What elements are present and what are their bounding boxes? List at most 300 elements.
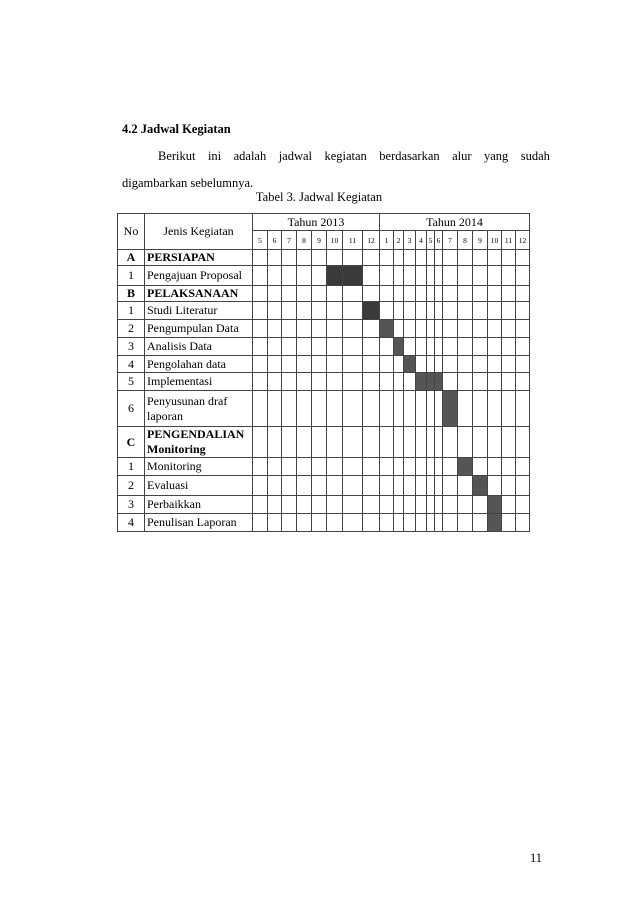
schedule-cell <box>502 514 516 532</box>
schedule-cell <box>394 427 404 458</box>
month-header: 11 <box>343 231 363 250</box>
table-row <box>118 476 530 496</box>
schedule-cell <box>297 302 312 320</box>
schedule-cell <box>343 338 363 356</box>
paragraph-word: adalah <box>233 149 267 163</box>
schedule-cell <box>473 458 488 476</box>
schedule-cell <box>297 391 312 427</box>
schedule-bar <box>416 373 427 391</box>
activity-label: Perbaikkan <box>145 496 253 514</box>
schedule-cell <box>435 476 443 496</box>
schedule-cell <box>297 458 312 476</box>
schedule-cell <box>268 338 282 356</box>
schedule-cell <box>427 476 435 496</box>
schedule-cell <box>458 391 473 427</box>
table-row <box>118 391 530 427</box>
schedule-cell <box>404 496 416 514</box>
schedule-cell <box>473 302 488 320</box>
schedule-cell <box>458 266 473 286</box>
schedule-cell <box>253 514 268 532</box>
schedule-cell <box>443 458 458 476</box>
schedule-cell <box>312 356 327 373</box>
schedule-cell <box>253 356 268 373</box>
schedule-cell <box>404 514 416 532</box>
schedule-cell <box>363 338 380 356</box>
schedule-cell <box>343 250 363 266</box>
schedule-cell <box>416 266 427 286</box>
column-header-no: No <box>118 214 145 250</box>
schedule-cell <box>253 496 268 514</box>
schedule-cell <box>502 373 516 391</box>
schedule-cell <box>488 302 502 320</box>
schedule-cell <box>312 338 327 356</box>
activity-label: Analisis Data <box>145 338 253 356</box>
schedule-cell <box>488 458 502 476</box>
schedule-cell <box>282 458 297 476</box>
schedule-cell <box>435 266 443 286</box>
schedule-cell <box>502 302 516 320</box>
schedule-cell <box>312 373 327 391</box>
schedule-cell <box>404 458 416 476</box>
schedule-cell <box>416 391 427 427</box>
schedule-cell <box>282 514 297 532</box>
schedule-cell <box>343 458 363 476</box>
schedule-cell <box>516 356 530 373</box>
schedule-cell <box>488 286 502 302</box>
schedule-cell <box>268 356 282 373</box>
schedule-cell <box>312 266 327 286</box>
schedule-cell <box>363 427 380 458</box>
schedule-cell <box>416 302 427 320</box>
schedule-cell <box>363 496 380 514</box>
schedule-cell <box>343 514 363 532</box>
schedule-cell <box>268 514 282 532</box>
schedule-cell <box>427 286 435 302</box>
schedule-cell <box>327 302 343 320</box>
row-number: 4 <box>118 514 145 532</box>
row-number: 2 <box>118 320 145 338</box>
schedule-cell <box>488 320 502 338</box>
schedule-cell <box>404 338 416 356</box>
schedule-cell <box>380 476 394 496</box>
schedule-cell <box>404 320 416 338</box>
schedule-cell <box>443 338 458 356</box>
activity-label: Penulisan Laporan <box>145 514 253 532</box>
table-row <box>118 356 530 373</box>
schedule-cell <box>363 320 380 338</box>
schedule-cell <box>427 320 435 338</box>
schedule-cell <box>253 373 268 391</box>
schedule-cell <box>253 250 268 266</box>
schedule-cell <box>416 338 427 356</box>
schedule-cell <box>516 320 530 338</box>
schedule-cell <box>253 302 268 320</box>
schedule-cell <box>380 427 394 458</box>
schedule-cell <box>253 458 268 476</box>
year-header: Tahun 2014 <box>380 214 530 231</box>
row-number: A <box>118 250 145 266</box>
schedule-cell <box>458 320 473 338</box>
schedule-cell <box>268 266 282 286</box>
activity-label: PENGENDALIAN Monitoring <box>145 427 253 458</box>
schedule-cell <box>427 302 435 320</box>
month-header: 10 <box>327 231 343 250</box>
schedule-bar <box>443 391 458 427</box>
activity-label: PELAKSANAAN <box>145 286 253 302</box>
schedule-cell <box>404 427 416 458</box>
schedule-bar <box>404 356 416 373</box>
activity-label: PERSIAPAN <box>145 250 253 266</box>
schedule-cell <box>327 514 343 532</box>
schedule-cell <box>488 373 502 391</box>
activity-label: Studi Literatur <box>145 302 253 320</box>
schedule-cell <box>343 373 363 391</box>
schedule-cell <box>312 250 327 266</box>
schedule-cell <box>516 514 530 532</box>
schedule-cell <box>473 391 488 427</box>
month-header: 3 <box>404 231 416 250</box>
schedule-cell <box>502 320 516 338</box>
schedule-cell <box>443 373 458 391</box>
schedule-cell <box>443 514 458 532</box>
schedule-cell <box>516 391 530 427</box>
schedule-cell <box>268 250 282 266</box>
schedule-cell <box>427 427 435 458</box>
schedule-cell <box>458 373 473 391</box>
schedule-cell <box>312 320 327 338</box>
schedule-cell <box>427 338 435 356</box>
paragraph-word: kegiatan <box>324 149 367 163</box>
schedule-cell <box>343 302 363 320</box>
schedule-cell <box>282 250 297 266</box>
schedule-cell <box>435 356 443 373</box>
schedule-bar <box>363 302 380 320</box>
row-number: 3 <box>118 496 145 514</box>
schedule-cell <box>473 266 488 286</box>
schedule-cell <box>443 286 458 302</box>
schedule-cell <box>502 476 516 496</box>
schedule-cell <box>435 514 443 532</box>
schedule-cell <box>327 458 343 476</box>
schedule-cell <box>297 266 312 286</box>
row-number: 2 <box>118 476 145 496</box>
schedule-cell <box>473 286 488 302</box>
schedule-cell <box>268 320 282 338</box>
schedule-cell <box>282 496 297 514</box>
schedule-cell <box>327 496 343 514</box>
schedule-cell <box>363 391 380 427</box>
schedule-cell <box>282 373 297 391</box>
schedule-cell <box>343 320 363 338</box>
table-row <box>118 286 530 302</box>
schedule-cell <box>435 320 443 338</box>
schedule-cell <box>268 427 282 458</box>
schedule-cell <box>282 320 297 338</box>
table-row <box>118 458 530 476</box>
schedule-cell <box>327 250 343 266</box>
schedule-cell <box>327 373 343 391</box>
schedule-cell <box>458 356 473 373</box>
schedule-bar <box>488 496 502 514</box>
schedule-cell <box>380 496 394 514</box>
schedule-cell <box>443 250 458 266</box>
paragraph-word: alur <box>452 149 472 163</box>
schedule-cell <box>394 302 404 320</box>
schedule-cell <box>416 356 427 373</box>
schedule-cell <box>282 302 297 320</box>
intro-paragraph <box>122 143 550 197</box>
schedule-cell <box>268 302 282 320</box>
schedule-cell <box>516 496 530 514</box>
month-header: 9 <box>473 231 488 250</box>
activity-label: Pengumpulan Data <box>145 320 253 338</box>
paragraph-line-1 <box>122 143 550 170</box>
schedule-cell <box>253 286 268 302</box>
schedule-cell <box>473 514 488 532</box>
schedule-cell <box>502 338 516 356</box>
schedule-cell <box>404 476 416 496</box>
schedule-cell <box>312 496 327 514</box>
schedule-cell <box>268 496 282 514</box>
table-row <box>118 266 530 286</box>
paragraph-word: Berikut <box>158 149 196 163</box>
paragraph-word: jadwal <box>278 149 313 163</box>
schedule-cell <box>297 427 312 458</box>
schedule-cell <box>443 320 458 338</box>
schedule-cell <box>458 514 473 532</box>
schedule-cell <box>253 476 268 496</box>
schedule-cell <box>473 250 488 266</box>
schedule-cell <box>282 266 297 286</box>
row-number: 1 <box>118 458 145 476</box>
schedule-cell <box>502 391 516 427</box>
schedule-cell <box>435 250 443 266</box>
schedule-cell <box>458 250 473 266</box>
schedule-cell <box>327 320 343 338</box>
month-header: 5 <box>253 231 268 250</box>
schedule-cell <box>404 250 416 266</box>
schedule-cell <box>327 476 343 496</box>
schedule-cell <box>516 458 530 476</box>
schedule-cell <box>327 427 343 458</box>
schedule-cell <box>394 356 404 373</box>
schedule-cell <box>297 356 312 373</box>
activity-label: Monitoring <box>145 458 253 476</box>
schedule-cell <box>435 391 443 427</box>
table-row <box>118 302 530 320</box>
schedule-cell <box>427 356 435 373</box>
schedule-cell <box>458 302 473 320</box>
activity-label: Pengajuan Proposal <box>145 266 253 286</box>
schedule-cell <box>435 286 443 302</box>
schedule-cell <box>416 250 427 266</box>
schedule-cell <box>443 476 458 496</box>
schedule-cell <box>488 338 502 356</box>
paragraph-word: ini <box>207 149 222 163</box>
schedule-bar <box>327 266 343 286</box>
schedule-cell <box>427 514 435 532</box>
paragraph-word: sudah <box>520 149 550 163</box>
schedule-cell <box>458 286 473 302</box>
year-header: Tahun 2013 <box>253 214 380 231</box>
schedule-cell <box>394 266 404 286</box>
schedule-bar <box>488 514 502 532</box>
schedule-bar <box>394 338 404 356</box>
schedule-cell <box>380 250 394 266</box>
schedule-cell <box>416 514 427 532</box>
schedule-cell <box>297 338 312 356</box>
schedule-cell <box>268 391 282 427</box>
month-header: 11 <box>502 231 516 250</box>
schedule-cell <box>473 427 488 458</box>
month-header: 7 <box>282 231 297 250</box>
table-row <box>118 250 530 266</box>
schedule-cell <box>516 373 530 391</box>
activity-label: Implementasi <box>145 373 253 391</box>
schedule-cell <box>488 391 502 427</box>
month-header: 8 <box>458 231 473 250</box>
table-row <box>118 496 530 514</box>
schedule-cell <box>268 373 282 391</box>
row-number: 1 <box>118 266 145 286</box>
schedule-cell <box>380 338 394 356</box>
schedule-cell <box>394 458 404 476</box>
schedule-bar <box>458 458 473 476</box>
schedule-cell <box>282 338 297 356</box>
schedule-cell <box>427 250 435 266</box>
schedule-cell <box>473 356 488 373</box>
schedule-cell <box>343 476 363 496</box>
schedule-bar <box>343 266 363 286</box>
schedule-cell <box>363 476 380 496</box>
schedule-cell <box>394 286 404 302</box>
schedule-cell <box>312 302 327 320</box>
schedule-bar <box>435 373 443 391</box>
schedule-cell <box>268 286 282 302</box>
schedule-cell <box>488 356 502 373</box>
schedule-cell <box>297 514 312 532</box>
schedule-cell <box>253 266 268 286</box>
schedule-cell <box>327 391 343 427</box>
schedule-cell <box>380 302 394 320</box>
schedule-cell <box>380 286 394 302</box>
schedule-cell <box>516 286 530 302</box>
month-header: 12 <box>363 231 380 250</box>
schedule-cell <box>473 373 488 391</box>
row-number: 6 <box>118 391 145 427</box>
schedule-cell <box>435 427 443 458</box>
column-header-jenis-kegiatan: Jenis Kegiatan <box>145 214 253 250</box>
schedule-cell <box>416 286 427 302</box>
row-number: 3 <box>118 338 145 356</box>
month-header: 6 <box>268 231 282 250</box>
schedule-cell <box>380 356 394 373</box>
schedule-cell <box>443 302 458 320</box>
schedule-cell <box>502 266 516 286</box>
schedule-cell <box>427 266 435 286</box>
schedule-cell <box>502 496 516 514</box>
schedule-cell <box>404 391 416 427</box>
schedule-cell <box>268 476 282 496</box>
schedule-cell <box>282 356 297 373</box>
schedule-cell <box>343 496 363 514</box>
schedule-cell <box>312 427 327 458</box>
schedule-cell <box>416 320 427 338</box>
schedule-cell <box>312 458 327 476</box>
schedule-cell <box>502 458 516 476</box>
schedule-cell <box>297 320 312 338</box>
schedule-bar <box>427 373 435 391</box>
schedule-cell <box>297 476 312 496</box>
schedule-cell <box>488 266 502 286</box>
table-row <box>118 320 530 338</box>
row-number: 1 <box>118 302 145 320</box>
schedule-cell <box>443 496 458 514</box>
activity-label: Pengolahan data <box>145 356 253 373</box>
schedule-cell <box>363 356 380 373</box>
row-number: C <box>118 427 145 458</box>
schedule-cell <box>343 356 363 373</box>
schedule-cell <box>488 427 502 458</box>
schedule-cell <box>394 391 404 427</box>
schedule-cell <box>363 458 380 476</box>
schedule-cell <box>380 391 394 427</box>
schedule-cell <box>282 427 297 458</box>
schedule-cell <box>516 338 530 356</box>
schedule-cell <box>435 338 443 356</box>
schedule-cell <box>502 427 516 458</box>
month-header: 9 <box>312 231 327 250</box>
month-header: 2 <box>394 231 404 250</box>
schedule-cell <box>488 476 502 496</box>
table-row <box>118 373 530 391</box>
month-header: 6 <box>435 231 443 250</box>
month-header: 8 <box>297 231 312 250</box>
schedule-cell <box>343 286 363 302</box>
schedule-cell <box>343 427 363 458</box>
schedule-cell <box>253 338 268 356</box>
row-number: 5 <box>118 373 145 391</box>
paragraph-word: berdasarkan <box>379 149 440 163</box>
month-header: 12 <box>516 231 530 250</box>
schedule-cell <box>380 266 394 286</box>
schedule-cell <box>253 391 268 427</box>
schedule-cell <box>363 266 380 286</box>
schedule-cell <box>394 373 404 391</box>
schedule-cell <box>394 250 404 266</box>
schedule-cell <box>416 476 427 496</box>
schedule-cell <box>363 514 380 532</box>
schedule-cell <box>427 496 435 514</box>
schedule-cell <box>253 320 268 338</box>
table-row <box>118 427 530 458</box>
schedule-cell <box>297 496 312 514</box>
schedule-cell <box>443 427 458 458</box>
table-caption: Tabel 3. Jadwal Kegiatan <box>255 190 383 204</box>
schedule-cell <box>380 514 394 532</box>
schedule-cell <box>282 286 297 302</box>
schedule-cell <box>404 373 416 391</box>
schedule-cell <box>502 356 516 373</box>
schedule-cell <box>404 286 416 302</box>
schedule-cell <box>394 496 404 514</box>
schedule-cell <box>516 266 530 286</box>
schedule-cell <box>327 356 343 373</box>
section-heading: 4.2 Jadwal Kegiatan <box>122 122 231 136</box>
schedule-bar <box>473 476 488 496</box>
schedule-cell <box>502 250 516 266</box>
schedule-cell <box>416 458 427 476</box>
